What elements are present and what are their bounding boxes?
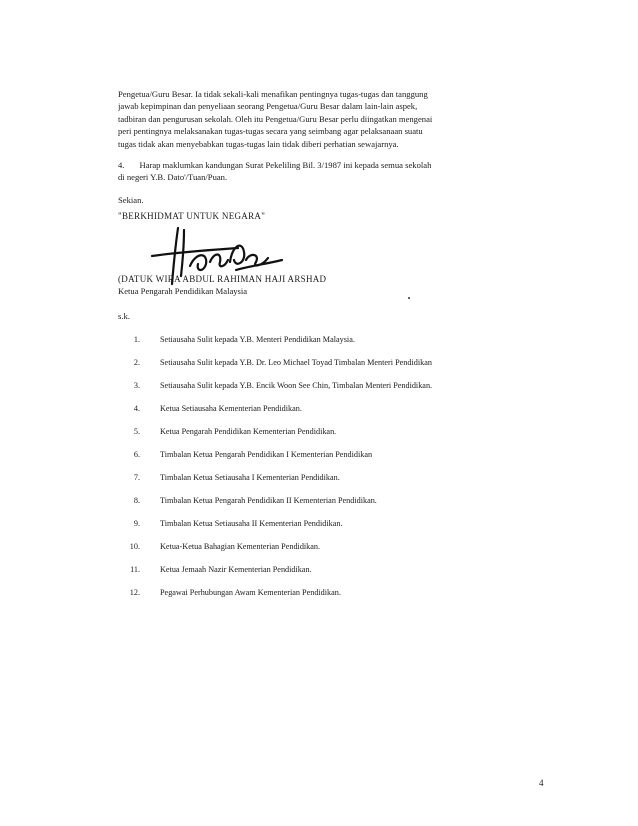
motto: "BERKHIDMAT UNTUK NEGARA"	[118, 211, 266, 221]
cc-item-text: Timbalan Ketua Pengarah Pendidikan II Kementerian Pendidikan.	[160, 496, 377, 505]
closing-text: Sekian.	[118, 195, 144, 205]
cc-item-number: 2.	[133, 358, 140, 367]
cc-item-text: Ketua Setiausaha Kementerian Pendidikan.	[160, 404, 302, 413]
speck	[408, 297, 410, 299]
cc-item-text: Setiausaha Sulit kepada Y.B. Encik Woon See Chin, Timbalan Menteri Pendidikan.	[160, 381, 433, 390]
cc-item-text: Ketua Jemaah Nazir Kementerian Pendidikan.	[160, 565, 312, 574]
signer-name: (DATUK WIRA ABDUL RAHIMAN HAJI ARSHAD	[118, 274, 327, 284]
page-number: 4	[539, 778, 544, 788]
cc-item-number: 8.	[133, 496, 140, 505]
cc-item-number: 3.	[133, 381, 140, 390]
cc-item-text: Timbalan Ketua Setiausaha II Kementerian Pendidikan.	[160, 519, 343, 528]
cc-item-number: 1.	[133, 335, 140, 344]
paragraph-line: jawab kepimpinan dan penyeliaan seorang Pengetua/Guru Besar dalam lain-lain aspek,	[118, 101, 418, 112]
cc-list-item	[118, 357, 518, 369]
cc-item-text: Pegawai Perhubungan Awam Kementerian Pendidikan.	[160, 588, 341, 597]
cc-item-number: 7.	[133, 473, 140, 482]
paragraph-3	[118, 88, 513, 150]
cc-item-text: Ketua-Ketua Bahagian Kementerian Pendidikan.	[160, 542, 321, 551]
cc-list-item	[118, 541, 518, 553]
cc-item-text: Timbalan Ketua Pengarah Pendidikan I Kementerian Pendidikan	[160, 450, 373, 459]
cc-item-text: Ketua Pengarah Pendidikan Kementerian Pendidikan.	[160, 427, 337, 436]
cc-list-item	[118, 564, 518, 576]
cc-list-item	[118, 403, 518, 415]
cc-list-item	[118, 518, 518, 530]
paragraph-line: tadbiran dan pengurusan sekolah. Oleh itu Pengetua/Guru Besar perlu diingatkan mengenai	[118, 113, 433, 124]
cc-list-item	[118, 472, 518, 484]
paragraph-line: di negeri Y.B. Dato'/Tuan/Puan.	[118, 172, 228, 183]
paragraph-line: Pengetua/Guru Besar. Ia tidak sekali-kali menafikan pentingnya tugas-tugas dan tanggung	[118, 89, 428, 99]
paragraph-line: 4. Harap maklumkan kandungan Surat Pekeliling Bil. 3/1987 ini kepada semua sekolah	[118, 160, 432, 170]
cc-item-text: Setiausaha Sulit kepada Y.B. Menteri Pendidikan Malaysia.	[160, 335, 355, 344]
cc-item-number: 5.	[133, 427, 140, 436]
cc-item-number: 11.	[130, 565, 140, 574]
cc-item-number: 6.	[133, 450, 140, 459]
paragraph-line: tugas tidak akan menyebabkan tugas-tugas lain tidak diberi perhatian sewajarnya.	[118, 138, 399, 149]
paragraph-line: peri pentingnya melaksanakan tugas-tugas secara yang seimbang agar pelaksanaan suatu	[118, 126, 423, 137]
cc-list-item	[118, 587, 518, 599]
cc-item-number: 9.	[133, 519, 140, 528]
signer-title: Ketua Pengarah Pendidikan Malaysia	[118, 286, 248, 296]
cc-item-number: 10.	[129, 542, 140, 551]
cc-item-number: 12.	[129, 588, 140, 597]
cc-list-item	[118, 426, 518, 438]
paragraph-4	[118, 159, 513, 184]
cc-item-number: 4.	[133, 404, 140, 413]
cc-list-item	[118, 449, 518, 461]
cc-item-text: Timbalan Ketua Setiausaha I Kementerian Pendidikan.	[160, 473, 340, 482]
cc-list-item	[118, 334, 518, 346]
cc-heading: s.k.	[118, 311, 130, 321]
cc-list-item	[118, 495, 518, 507]
cc-list-item	[118, 380, 518, 392]
cc-item-text: Setiausaha Sulit kepada Y.B. Dr. Leo Michael Toyad Timbalan Menteri Pendidikan	[160, 358, 432, 367]
